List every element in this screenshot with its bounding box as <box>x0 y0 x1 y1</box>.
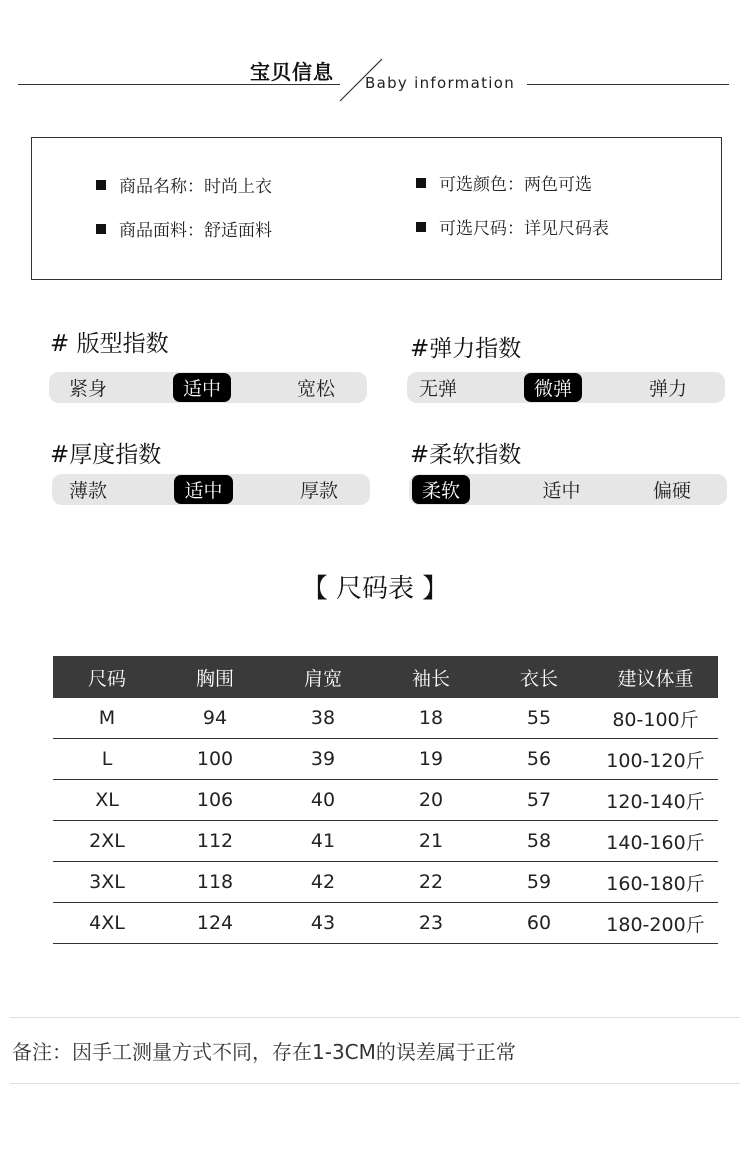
info-item-label: 商品面料：舒适面料 <box>119 221 272 241</box>
table-cell: 100 <box>161 739 269 780</box>
table-cell: 124 <box>161 903 269 944</box>
size-chart-table <box>53 656 718 944</box>
elasticity-index-scale <box>407 372 725 403</box>
column-header: 胸围 <box>161 656 269 698</box>
table-cell: 180-200斤 <box>593 903 718 944</box>
table-cell: 57 <box>485 780 593 821</box>
fit-option: 紧身 <box>69 378 108 400</box>
table-cell: 160-180斤 <box>593 862 718 903</box>
table-cell: 118 <box>161 862 269 903</box>
thickness-option: 适中 <box>174 475 232 504</box>
fit-index-scale <box>49 372 367 403</box>
table-cell: 60 <box>485 903 593 944</box>
info-item-fabric <box>96 216 272 241</box>
softness-option: 偏硬 <box>652 480 691 502</box>
table-cell: 56 <box>485 739 593 780</box>
thickness-index-scale <box>52 474 370 505</box>
bullet-square-icon <box>96 224 106 234</box>
thickness-index-title: #厚度指数 <box>50 442 162 468</box>
info-item-color <box>416 170 592 195</box>
table-cell: 19 <box>377 739 485 780</box>
table-cell: 58 <box>485 821 593 862</box>
table-cell: 112 <box>161 821 269 862</box>
elasticity-index-title: #弹力指数 <box>410 336 522 362</box>
softness-option: 柔软 <box>412 475 470 504</box>
bullet-square-icon <box>96 180 106 190</box>
table-row <box>53 780 718 821</box>
table-row <box>53 698 718 739</box>
fit-option: 适中 <box>173 373 231 402</box>
table-cell: 2XL <box>53 821 161 862</box>
table-cell: 23 <box>377 903 485 944</box>
table-cell: 94 <box>161 698 269 739</box>
table-cell: 42 <box>269 862 377 903</box>
table-cell: 39 <box>269 739 377 780</box>
table-cell: 106 <box>161 780 269 821</box>
table-row <box>53 862 718 903</box>
table-cell: M <box>53 698 161 739</box>
column-header: 尺码 <box>53 656 161 698</box>
table-cell: 59 <box>485 862 593 903</box>
table-cell: L <box>53 739 161 780</box>
column-header: 衣长 <box>485 656 593 698</box>
table-row <box>53 821 718 862</box>
info-item-name <box>96 172 272 197</box>
column-header: 建议体重 <box>593 656 718 698</box>
table-cell: 120-140斤 <box>593 780 718 821</box>
section-title: 宝贝信息 <box>250 60 334 84</box>
table-row <box>53 903 718 944</box>
bullet-square-icon <box>416 178 426 188</box>
table-cell: XL <box>53 780 161 821</box>
note-divider-top <box>10 1017 740 1018</box>
table-cell: 43 <box>269 903 377 944</box>
table-cell: 22 <box>377 862 485 903</box>
table-cell: 4XL <box>53 903 161 944</box>
table-cell: 140-160斤 <box>593 821 718 862</box>
info-item-size <box>416 214 609 239</box>
size-chart-title: 【 尺码表 】 <box>301 574 449 604</box>
table-cell: 80-100斤 <box>593 698 718 739</box>
header-rule-right <box>527 84 729 85</box>
table-cell: 3XL <box>53 862 161 903</box>
info-item-label: 商品名称：时尚上衣 <box>119 177 272 197</box>
info-item-label: 可选尺码：详见尺码表 <box>439 219 609 239</box>
thickness-option: 厚款 <box>299 480 338 502</box>
column-header: 袖长 <box>377 656 485 698</box>
table-cell: 100-120斤 <box>593 739 718 780</box>
table-cell: 41 <box>269 821 377 862</box>
table-cell: 20 <box>377 780 485 821</box>
softness-option: 适中 <box>542 480 581 502</box>
table-cell: 18 <box>377 698 485 739</box>
column-header: 肩宽 <box>269 656 377 698</box>
product-info-box <box>31 137 722 280</box>
fit-option: 宽松 <box>296 378 335 400</box>
note-divider-bottom <box>10 1083 740 1084</box>
section-subtitle: Baby information <box>365 74 516 92</box>
table-cell: 40 <box>269 780 377 821</box>
softness-index-title: #柔软指数 <box>410 442 522 468</box>
elasticity-option: 微弹 <box>524 373 582 402</box>
elasticity-option: 弹力 <box>648 378 687 400</box>
elasticity-option: 无弹 <box>419 378 458 400</box>
bullet-square-icon <box>416 222 426 232</box>
info-item-label: 可选颜色：两色可选 <box>439 175 592 195</box>
table-cell: 38 <box>269 698 377 739</box>
table-header-row <box>53 656 718 698</box>
softness-index-scale <box>409 474 727 505</box>
thickness-option: 薄款 <box>69 480 108 502</box>
table-row <box>53 739 718 780</box>
fit-index-title: # 版型指数 <box>50 331 169 357</box>
measurement-note: 备注：因手工测量方式不同，存在1-3CM的误差属于正常 <box>12 1040 516 1064</box>
table-cell: 55 <box>485 698 593 739</box>
table-cell: 21 <box>377 821 485 862</box>
